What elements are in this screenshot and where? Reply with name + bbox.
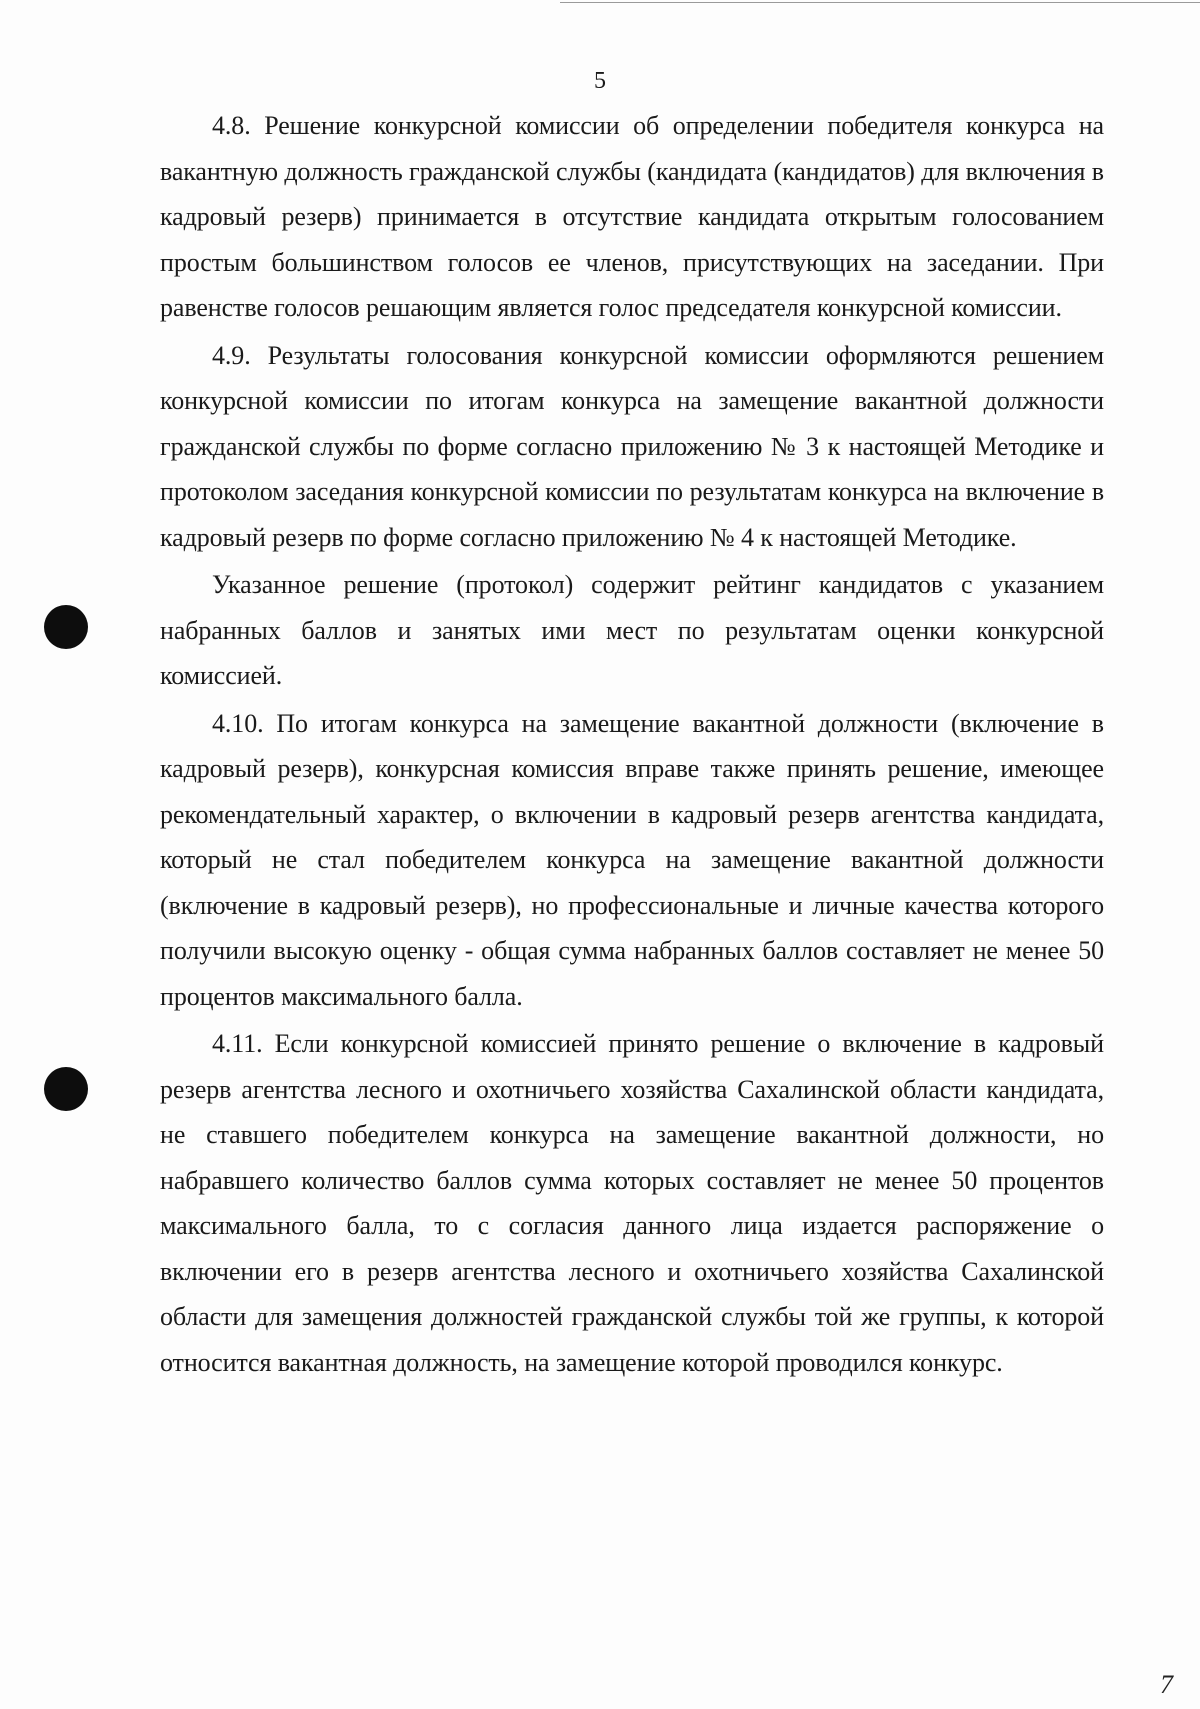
document-body [160, 103, 1104, 1387]
punch-hole-upper [44, 605, 88, 649]
punch-hole-lower [44, 1067, 88, 1111]
handwritten-page-mark: 7 [1160, 1670, 1173, 1699]
page-number: 5 [594, 68, 606, 94]
paragraph-4-8: 4.8. Решение конкурсной комиссии об определении победителя конкурса на вакантную должность гражданской службы (кандидата (кандидатов) для включения в кадровый резерв) принимается в отсутствие кандидата открытым голосованием простым большинством голосов ее членов, присутствующих на заседании. При равенстве голосов решающим является голос председателя конкурсной комиссии. [160, 111, 1104, 322]
paragraph-4-9: 4.9. Результаты голосования конкурсной комиссии оформляются решением конкурсной комиссии по итогам конкурса на замещение вакантной должности гражданской службы по форме согласно приложению № 3 к настоящей Методике и протоколом заседания конкурсной комиссии по результатам конкурса на включение в кадровый резерв по форме согласно приложению № 4 к настоящей Методике. [160, 340, 1104, 552]
paragraph-4-11: 4.11. Если конкурсной комиссией принято решение о включение в кадровый резерв агентства лесного и охотничьего хозяйства Сахалинской области кандидата, не ставшего победителем конкурса на замещение вакантной должности, но набравшего количество баллов сумма которых составляет не менее 50 процентов максимального балла, то с согласия данного лица издается распоряжение о включении его в резерв агентства лесного и охотничьего хозяйства Сахалинской области для замещения должностей гражданской службы той же группы, к которой относится вакантная должность, на замещение которой проводился конкурс. [160, 1029, 1104, 1377]
paragraph-4-10: 4.10. По итогам конкурса на замещение вакантной должности (включение в кадровый резерв), конкурсная комиссия вправе также принять решение, имеющее рекомендательный характер, о включении в кадровый резерв агентства кандидата, который не стал победителем конкурса на замещение вакантной должности (включение в кадровый резерв), но профессиональные и личные качества которого получили высокую оценку - общая сумма набранных баллов составляет не менее 50 процентов максимального балла. [160, 708, 1104, 1011]
paragraph-decision-rating: Указанное решение (протокол) содержит рейтинг кандидатов с указанием набранных баллов и занятых ими мест по результатам оценки конкурсной комиссией. [160, 570, 1104, 690]
top-edge-line [560, 2, 1200, 3]
